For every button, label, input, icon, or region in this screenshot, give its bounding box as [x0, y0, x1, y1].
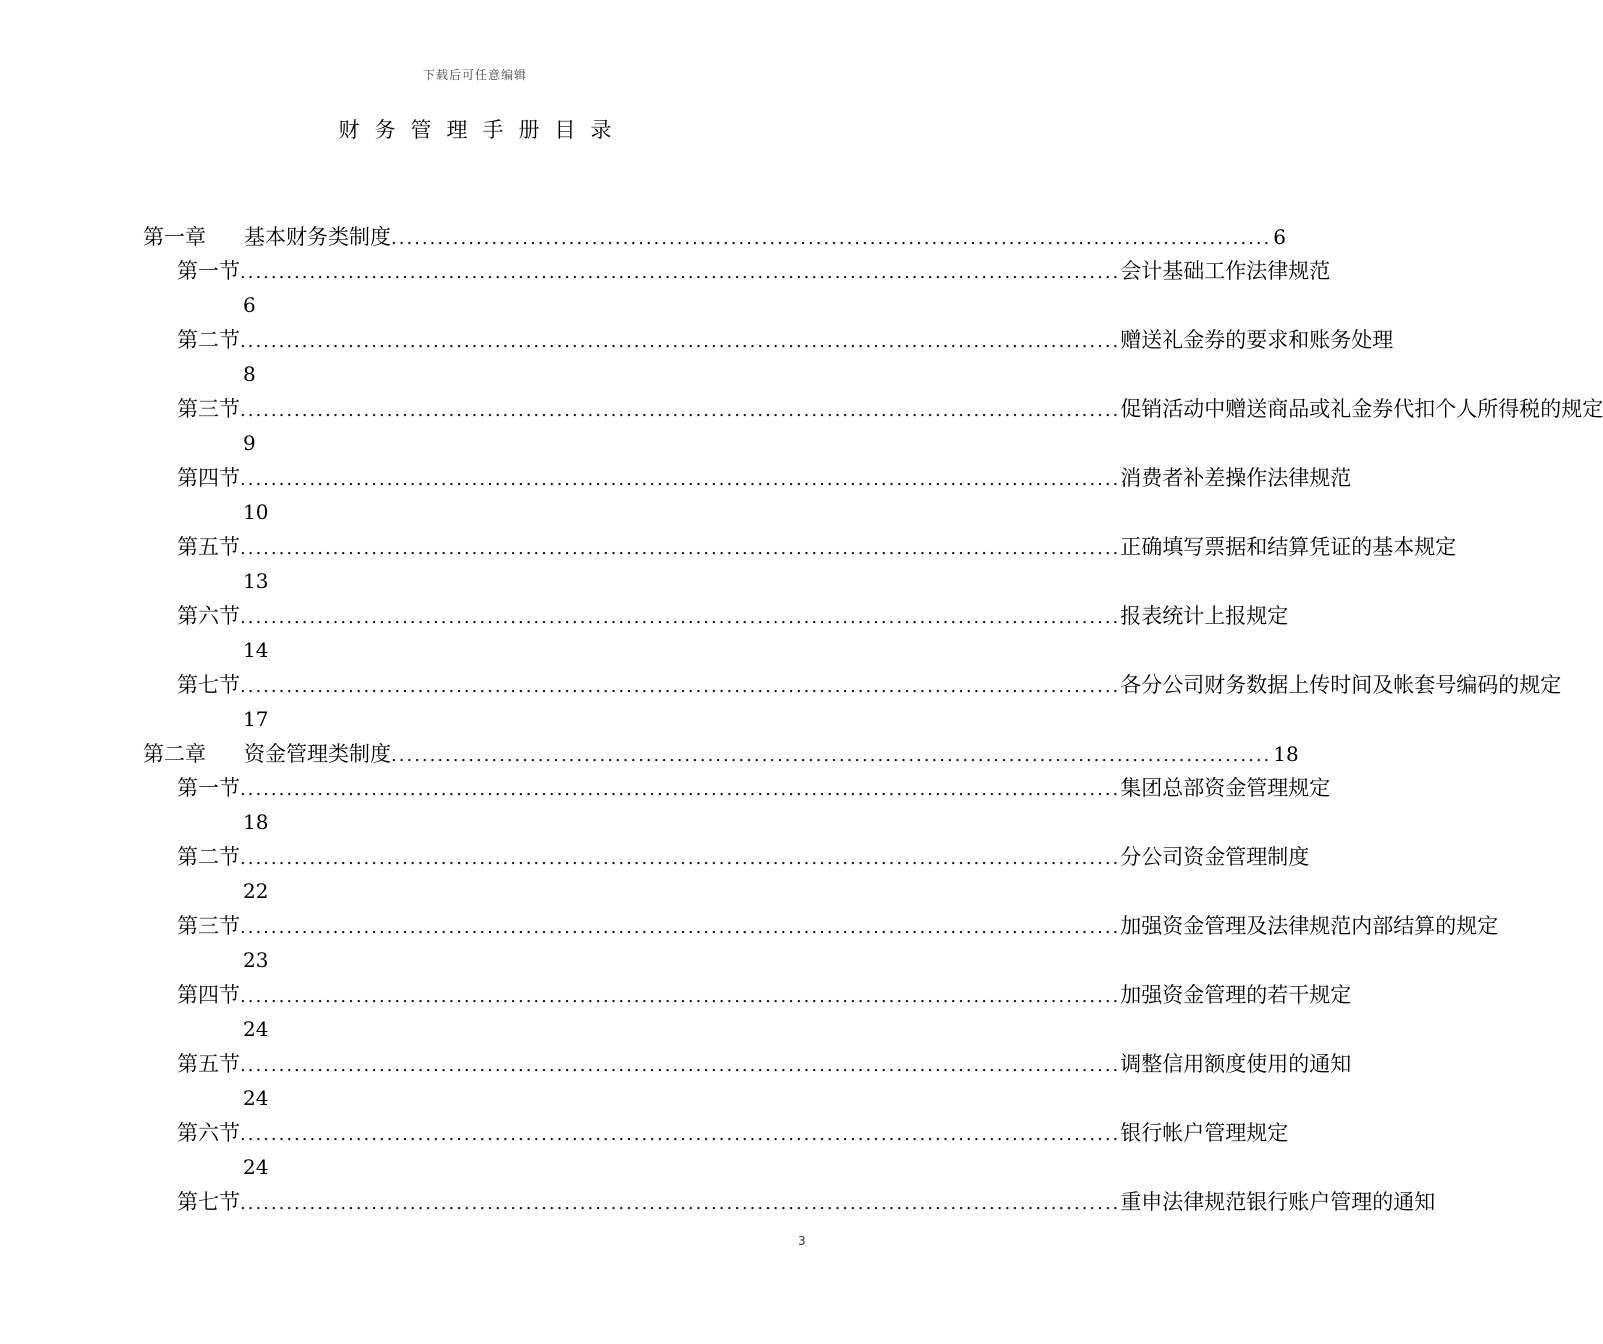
section-page-number: 18	[243, 810, 269, 834]
chapter-page-number: 6	[1273, 225, 1287, 249]
section-label: 第一节	[177, 259, 240, 283]
toc-section-1-4[interactable]	[177, 461, 1352, 495]
section-title: 各分公司财务数据上传时间及帐套号编码的规定	[1120, 673, 1562, 697]
section-label: 第六节	[177, 1121, 240, 1145]
leader-dots: ..................................................................................................................	[240, 917, 1121, 938]
section-label: 第七节	[177, 1190, 240, 1214]
leader-dots: ..................................................................................................................	[240, 1193, 1121, 1214]
leader-dots: ..................................................................................................................	[240, 607, 1121, 628]
section-title: 分公司资金管理制度	[1120, 845, 1310, 869]
toc-section-2-2[interactable]	[177, 840, 1310, 874]
toc-section-1-2[interactable]	[177, 323, 1394, 357]
section-label: 第四节	[177, 466, 240, 490]
section-page-number: 13	[243, 569, 269, 593]
section-title: 消费者补差操作法律规范	[1120, 466, 1352, 490]
section-title: 银行帐户管理规定	[1120, 1121, 1289, 1145]
section-page-number: 24	[243, 1086, 269, 1110]
chapter-label: 第二章 资金管理类制度	[143, 742, 391, 766]
leader-dots: ..................................................................................................................	[391, 745, 1272, 766]
section-title: 加强资金管理及法律规范内部结算的规定	[1120, 914, 1499, 938]
toc-section-1-1[interactable]	[177, 254, 1331, 288]
toc-section-2-1[interactable]	[177, 771, 1331, 805]
header-note: 下载后可任意编辑	[422, 68, 527, 82]
leader-dots: ..................................................................................................................	[240, 1124, 1121, 1145]
toc-section-1-6[interactable]	[177, 599, 1289, 633]
section-label: 第一节	[177, 776, 240, 800]
page-number-footer: 3	[798, 1234, 806, 1248]
section-title: 调整信用额度使用的通知	[1120, 1052, 1352, 1076]
leader-dots: ..................................................................................................................	[240, 986, 1121, 1007]
leader-dots: ..................................................................................................................	[240, 779, 1121, 800]
section-page-number: 14	[243, 638, 269, 662]
chapter-label: 第一章 基本财务类制度	[143, 225, 391, 249]
section-title: 集团总部资金管理规定	[1120, 776, 1331, 800]
section-label: 第五节	[177, 1052, 240, 1076]
section-page-number: 22	[243, 879, 269, 903]
toc-section-2-7[interactable]	[177, 1185, 1436, 1219]
toc-section-2-6[interactable]	[177, 1116, 1289, 1150]
toc-chapter-2[interactable]	[143, 737, 1299, 771]
section-page-number: 10	[243, 500, 269, 524]
section-page-number: 8	[243, 362, 256, 386]
toc-section-1-7[interactable]	[177, 668, 1562, 702]
toc-section-1-3[interactable]	[177, 392, 1603, 426]
leader-dots: ..................................................................................................................	[240, 400, 1121, 421]
section-label: 第三节	[177, 914, 240, 938]
leader-dots: ..................................................................................................................	[240, 1055, 1121, 1076]
section-title: 促销活动中赠送商品或礼金券代扣个人所得税的规定	[1120, 397, 1603, 421]
toc-section-2-3[interactable]	[177, 909, 1499, 943]
document-title: 财务管理手册目录	[338, 118, 627, 142]
section-title: 重申法律规范银行账户管理的通知	[1120, 1190, 1436, 1214]
section-title: 赠送礼金券的要求和账务处理	[1120, 328, 1394, 352]
section-page-number: 23	[243, 948, 269, 972]
section-title: 加强资金管理的若干规定	[1120, 983, 1352, 1007]
section-label: 第六节	[177, 604, 240, 628]
leader-dots: ..................................................................................................................	[240, 848, 1121, 869]
leader-dots: ..................................................................................................................	[391, 228, 1272, 249]
section-page-number: 24	[243, 1155, 269, 1179]
section-page-number: 17	[243, 707, 269, 731]
section-page-number: 24	[243, 1017, 269, 1041]
leader-dots: ..................................................................................................................	[240, 676, 1121, 697]
toc-chapter-1[interactable]	[143, 220, 1287, 254]
leader-dots: ..................................................................................................................	[240, 538, 1121, 559]
section-title: 会计基础工作法律规范	[1120, 259, 1331, 283]
section-label: 第五节	[177, 535, 240, 559]
toc-section-2-4[interactable]	[177, 978, 1352, 1012]
section-label: 第二节	[177, 845, 240, 869]
section-label: 第四节	[177, 983, 240, 1007]
chapter-page-number: 18	[1273, 742, 1299, 766]
section-title: 报表统计上报规定	[1120, 604, 1289, 628]
section-page-number: 6	[243, 293, 256, 317]
leader-dots: ..................................................................................................................	[240, 262, 1121, 283]
section-label: 第三节	[177, 397, 240, 421]
toc-section-2-5[interactable]	[177, 1047, 1352, 1081]
leader-dots: ..................................................................................................................	[240, 331, 1121, 352]
section-label: 第七节	[177, 673, 240, 697]
leader-dots: ..................................................................................................................	[240, 469, 1121, 490]
section-page-number: 9	[243, 431, 256, 455]
section-title: 正确填写票据和结算凭证的基本规定	[1120, 535, 1457, 559]
toc-section-1-5[interactable]	[177, 530, 1457, 564]
section-label: 第二节	[177, 328, 240, 352]
